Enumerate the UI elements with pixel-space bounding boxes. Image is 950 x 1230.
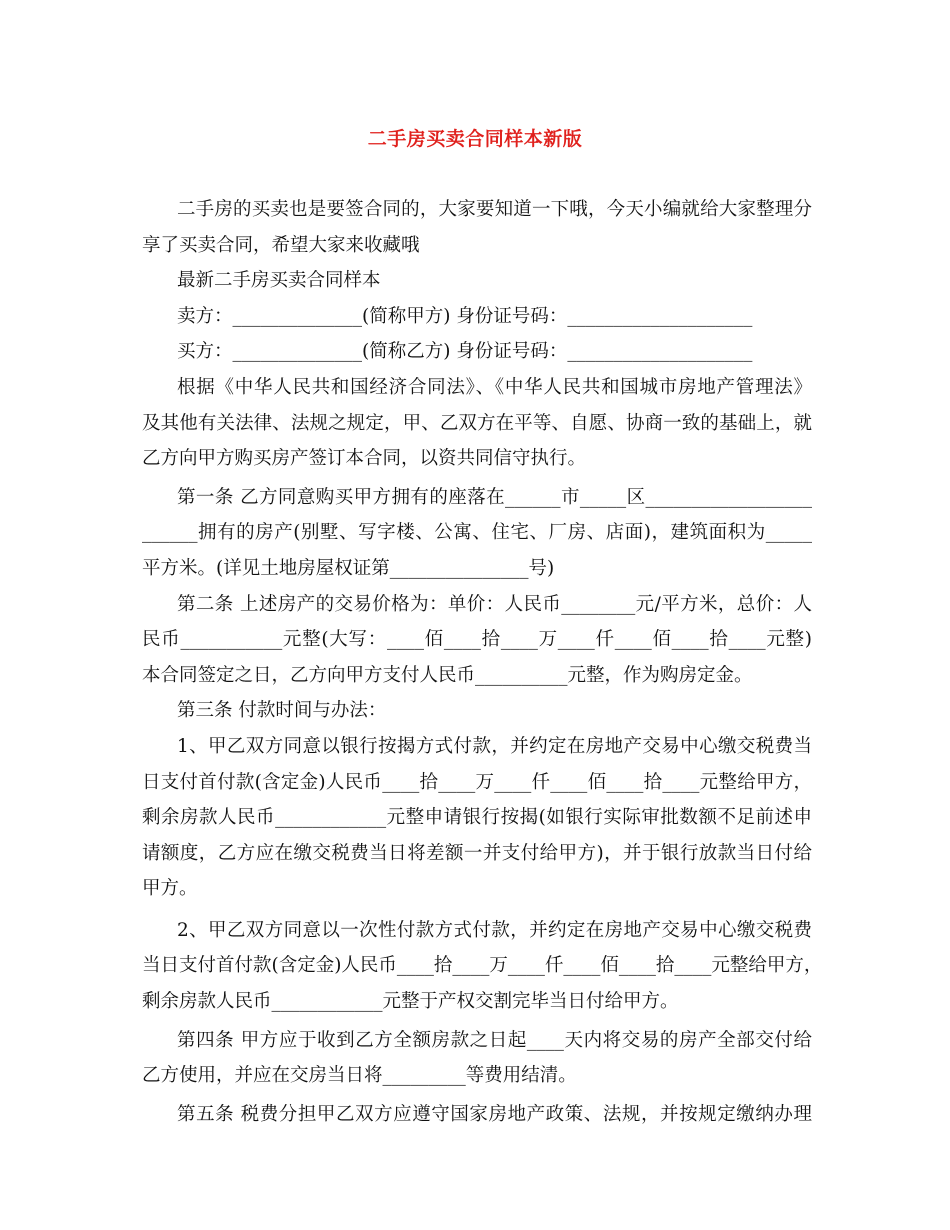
clause-line: 剩余房款人民币____________元整申请银行按揭(如银行实际审批数额不足前述申 (142, 807, 812, 829)
clause-line: 乙方使用，并应在交房当日将_________等费用结清。 (142, 1065, 577, 1087)
paragraph-line: 享了买卖合同，希望大家来收藏哦 (142, 234, 420, 256)
paragraph-line: 及其他有关法律、法规之规定，甲、乙双方在平等、自愿、协商一致的基础上，就 (142, 412, 812, 434)
clause-line: 甲方。 (142, 878, 198, 900)
clause-line: 第二条 上述房产的交易价格为：单价：人民币________元/平方米，总价：人 (177, 593, 812, 615)
clause-line: 请额度，乙方应在缴交税费当日将差额一并支付给甲方)，并于银行放款当日付给 (142, 842, 812, 864)
seller-line: 卖方：______________(简称甲方) 身份证号码：____________________ (177, 305, 753, 327)
clause-line: 平方米。(详见土地房屋权证第_______________号) (142, 557, 555, 579)
section-heading: 最新二手房买卖合同样本 (177, 270, 381, 292)
document-title: 二手房买卖合同样本新版 (367, 128, 583, 150)
clause-heading: 第三条 付款时间与办法： (177, 700, 387, 722)
clause-line: 2、甲乙双方同意以一次性付款方式付款，并约定在房地产交易中心缴交税费 (177, 919, 812, 941)
clause-line: ______拥有的房产(别墅、写字楼、公寓、住宅、厂房、店面)，建筑面积为_____ (142, 522, 812, 544)
clause-line: 日支付首付款(含定金)人民币____拾____万____仟____佰____拾____元整给甲方， (142, 771, 812, 793)
paragraph-line: 乙方向甲方购买房产签订本合同，以资共同信守执行。 (142, 448, 587, 470)
paragraph-line: 根据《中华人民共和国经济合同法》、《中华人民共和国城市房地产管理法》 (177, 376, 812, 398)
clause-line: 1、甲乙双方同意以银行按揭方式付款，并约定在房地产交易中心缴交税费当 (177, 735, 812, 757)
document-body (142, 192, 823, 1132)
paragraph-line: 二手房的买卖也是要签合同的，大家要知道一下哦，今天小编就给大家整理分 (177, 199, 812, 220)
clause-line: 本合同签定之日，乙方向甲方支付人民币__________元整，作为购房定金。 (142, 664, 753, 686)
buyer-line: 买方：______________(简称乙方) 身份证号码：____________________ (177, 341, 753, 363)
clause-line: 第一条 乙方同意购买甲方拥有的座落在______市_____区__________________ (177, 486, 812, 508)
clause-line: 剩余房款人民币____________元整于产权交割完毕当日付给甲方。 (142, 991, 679, 1013)
clause-line: 第四条 甲方应于收到乙方全额房款之日起____天内将交易的房产全部交付给 (177, 1029, 812, 1051)
clause-line: 民币___________元整(大写：____佰____拾____万____仟____佰____拾____元整) (142, 629, 812, 651)
clause-line: 当日支付首付款(含定金)人民币____拾____万____仟____佰____拾____元整给甲方， (142, 955, 823, 977)
clause-line: 第五条 税费分担甲乙双方应遵守国家房地产政策、法规，并按规定缴纳办理 (177, 1103, 812, 1125)
